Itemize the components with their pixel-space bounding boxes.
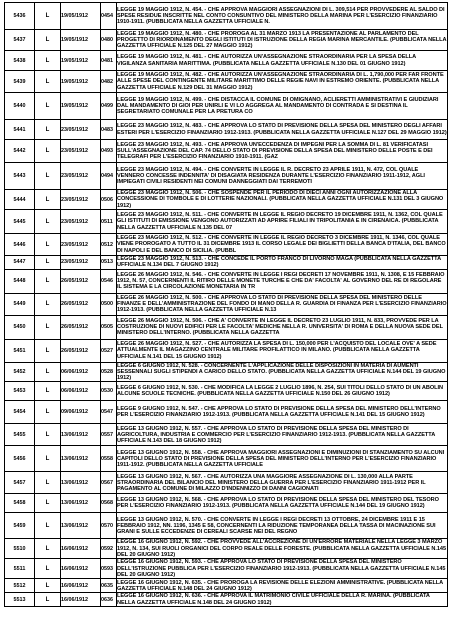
table-row xyxy=(5,93,448,120)
act-description: LEGGE 23 MAGGIO 1912, N. 512. - CHE CONVERTE IN LEGGE IL REGIO DECRETO 3 DICEMBRE 1911, N. 1346, COL QUALE VIENE PROROGATO A TUTTO IL 31 DICEMBRE 1913 IL CORSO LEGALE DEI BIGLIETTI DELLA BANCA D'ITALIA, DEL BANCO DI NAPOLI E DEL BANCO DI SICILIA. (PUBBL xyxy=(117,235,446,254)
act-number: 5452 xyxy=(5,362,35,382)
act-law-number: 0530 xyxy=(101,382,117,401)
act-number: 5436 xyxy=(5,3,35,30)
act-description: LEGGE 19 MAGGIO 1912, N. 481. - CHE AUTORIZZA UN'ASSEGNAZIONE STRAORDINARIA PER LA SPESA DELLA VIGILANZA SANITARIA MARITTIMA. (PUBBLICATA NELLA GAZZETTA UFFICIALE N.130 DEL 01 GIUGNO 1912) xyxy=(117,51,448,71)
act-law-number: 0480 xyxy=(101,30,117,51)
act-description: LEGGE 23 MAGGIO 1912, N. 511. - CHE CONVERTE IN LEGGE IL REGIO DECRETO 19 DICEMBRE 1911, N. 1362, COL QUALE GLI ISTITUTI DI EMISSIONE VENGONO AUTORIZZATI AD APRIRE FILIALI IN TRIPOLITANIA E IN CIRENAICA. (PUBBLICATA NELLA GAZZETTA UFFICIALE N.135 DEL 07 xyxy=(117,210,448,234)
act-type: L xyxy=(35,339,61,362)
table-row xyxy=(5,190,448,210)
act-date: 13/06/1912 xyxy=(61,446,101,472)
table-row xyxy=(5,539,448,559)
act-law-number: 0483 xyxy=(101,120,117,140)
act-date: 19/05/1912 xyxy=(61,93,101,120)
act-number: 5443 xyxy=(5,163,35,190)
act-description: LEGGE 13 GIUGNO 1912, N. 557. - CHE APPROVA LO STATO DI PREVISIONE DELLA SPESA DEL MINISTERO DI AGRICOLTURA, INDUSTRIA E COMMERCIO PER L'ESERCIZIO FINANZIARIO 1912-1913. (PUBBLICATA NELLA GAZZETTA UFFICIALE N.143 DEL 18 GIUGNO 1912) xyxy=(117,424,448,446)
act-number: 5457 xyxy=(5,472,35,494)
act-description: LEGGE 26 MAGGIO 1912, N. 527. - CHE AUTORIZZA LA SPESA DI L. 150,000 PER L'ACQUISTO DEL LOCALE OVE' A SEDE ATTUALMENTE IL MAGAZZINO CENTRALE MILITARE PROFILATTICO IN MILANO. (PUBBLICATA NELLA GAZZETTA UFFICIALE N.141 DEL 15 GIUGNO 1912) xyxy=(117,339,448,362)
act-description: LEGGE 23 MAGGIO 1912, N. 513. - CHE CONCEDE IL PORTO FRANCO DI LIVORNO MAGA (PUBBLICATA NELLA GAZZETTA UFFICIALE N.134 DEL 7 GIUGNO 1912) xyxy=(117,256,448,270)
act-date: 26/05/1912 xyxy=(61,315,101,339)
act-date: 26/05/1912 xyxy=(61,293,101,315)
act-number: 5455 xyxy=(5,424,35,446)
act-description: LEGGE 23 MAGGIO 1912, N. 506. - CHE SOSPENDE PER IL PERIODO DI DIECI ANNI OGNI AUTORIZZAZIONE ALLA CONCESSIONE DI TOMBOLE E DI LOTTERIE NAZIONALI. (PUBBLICATA NELLA GAZZETTA UFFICIALE N.131 DEL 3 GIUGNO 1912) xyxy=(117,190,448,210)
act-description: LEGGE 26 MAGGIO 1912, N. 546. - CHE CONVERTE IN LEGGE I REGI DECRETI 17 NOVEMBRE 1911, N. 1308, E 15 FEBBRAIO 1912, N. 57, CONCERNENTI IL RITIRO DELLE MONETE TURCHE E CHE DA' FACOLTA' AL GOVERNO DEL RE DI REGOLARE IL SISTEMA E LA CIRCOLAZIONE MONETARIA IN TR xyxy=(117,269,448,293)
act-law-number: 0506 xyxy=(101,190,117,210)
table-row xyxy=(5,234,448,256)
act-type: L xyxy=(35,362,61,382)
act-description: LEGGE 13 GIUGNO 1912, N. 567. - CHE AUTORIZZA UNA MAGGIORE ASSEGNAZIONE DI L. 130,000 ALLA PARTE STRAORDINARIA DEL BILANCIO DEL MINISTERO DELLA GUERRA PER L'ESERCIZIO FINANZIARIO 1911-1912 PER IL PAGAMENTO AL COMUNE DI MILAZZO D'INDENNIZZO DI DANNI CAGIONATI xyxy=(117,472,448,494)
act-type: L xyxy=(35,234,61,256)
act-date: 23/05/1912 xyxy=(61,120,101,140)
act-law-number: 0528 xyxy=(101,362,117,382)
act-number: 5453 xyxy=(5,382,35,401)
table-row xyxy=(5,293,448,315)
act-date: 19/05/1912 xyxy=(61,3,101,30)
act-date: 23/05/1912 xyxy=(61,234,101,256)
act-number: 5459 xyxy=(5,513,35,539)
act-law-number: 0547 xyxy=(101,401,117,424)
act-type: L xyxy=(35,559,61,579)
act-number: 5438 xyxy=(5,51,35,71)
act-law-number: 0527 xyxy=(101,339,117,362)
act-law-number: 0558 xyxy=(101,446,117,472)
act-law-number: 0557 xyxy=(101,424,117,446)
act-law-number: 0511 xyxy=(101,210,117,234)
act-type: L xyxy=(35,71,61,93)
act-date: 13/06/1912 xyxy=(61,472,101,494)
act-description: LEGGE 26 MAGGIO 1912, N. 506. - CHE A' CONVERTE IN LEGGE IL DECRETO 23 LUGLIO 1911, N. 833, PROVVEDE PER LA COSTRUZIONE DI NUOVI EDIFICI PER LE FACOLTA' MEDICHE NELLA R. UNIVERSITA' DI ROMA E DELLA NUOVA SEDE DEL MINISTERO DELL'INTERNO. (PUBBLICATA NELLA GAZZETTA xyxy=(117,315,448,339)
act-number: 5437 xyxy=(5,30,35,51)
table-row xyxy=(5,315,448,339)
act-law-number: 0570 xyxy=(101,513,117,539)
act-date: 23/05/1912 xyxy=(61,140,101,163)
act-date: 26/05/1912 xyxy=(61,339,101,362)
act-date: 23/05/1912 xyxy=(61,210,101,234)
act-type: L xyxy=(35,93,61,120)
act-description: LEGGE 19 MAGGIO 1912, N. 499. - CHE DISTACCA IL COMUNE DI OMIGNANO, ACLIERETTI AMMINISTRATIVI E GIUDIZIARI DAL MANDAMENTO DI GIOI PER UNIRLI E VI LO AGGREGA AL MANDAMENTO DI CONTRADA E SI DESTINA IL SEGRETARIATO COMUNALE PER LA PRETURA CO xyxy=(117,93,448,120)
act-date: 16/06/1912 xyxy=(61,579,101,593)
act-date: 13/06/1912 xyxy=(61,494,101,513)
act-date: 13/06/1912 xyxy=(61,424,101,446)
act-type: L xyxy=(35,210,61,234)
act-number: 5512 xyxy=(5,579,35,593)
act-description: LEGGE 16 GIUGNO 1912, N. 593. - CHE APPROVA LO STATO DI PREVISIONE DELLA SPESA DEL MINISTERO DELL'ISTRUZIONE PUBBLICA PER L'ESERCIZIO FINANZIARIO 1912-1913. (PUBBLICATA NELLA GAZZETTA UFFICIALE N.145 DEL 20 GIUGNO 1912) xyxy=(117,559,448,579)
table-row xyxy=(5,494,448,513)
act-date: 19/05/1912 xyxy=(61,30,101,51)
act-description: LEGGE 6 GIUGNO 1912, N. 528. - CONCERNENTE L'APPLICAZIONE DELLE DISPOSIZIONI IN MATERIA DI AUMENTI SESSENNALI SUGLI STIPENDI A CARICO DELLO STATO. (PUBBLICATA NELLA GAZZETTA UFFICIALE N.144 DEL 19 GIUGNO 1912) xyxy=(117,362,448,382)
act-law-number: 0592 xyxy=(101,539,117,559)
table-row xyxy=(5,446,448,472)
act-description: LEGGE 23 MAGGIO 1912, N. 493. - CHE APPROVA UN'ECCEDENZA DI IMPEGNI PER LA SOMMA DI L. 81 VERIFICATASI SULL'ASSEGNAZIONE DEL CAP. 74 DELLO STATO DI PREVISIONE DELLA SPESA DEL MINISTERO DELLE POSTE E DEI TELEGRAFI PER L'ESERCIZIO FINANZIARIO 1910-1911. (GAZ xyxy=(117,140,448,163)
act-law-number: 0481 xyxy=(101,51,117,71)
act-type: L xyxy=(35,446,61,472)
act-type: L xyxy=(35,140,61,163)
act-law-number: 0512 xyxy=(101,234,117,256)
act-type: L xyxy=(35,401,61,424)
act-law-number: 0482 xyxy=(101,71,117,93)
act-description: LEGGE 16 GIUGNO 1912, N. 592. - CHE PROVVEDE ALL'ACCREZIONE DI UN'ERRORE MATERIALE NELLA LEGGE 3 MARZO 1912, N. 134, SUI RUOLI ORGANICI DEL CORPO REALE DELLE FORESTE. (PUBBLICATA NELLA GAZZETTA UFFICIALE N.145 DEL 20 GIUGNO 1912) xyxy=(117,539,447,559)
act-number: 5510 xyxy=(5,539,35,559)
act-number: 5454 xyxy=(5,401,35,424)
table-row xyxy=(5,339,448,362)
act-law-number: 0567 xyxy=(101,472,117,494)
table-row xyxy=(5,71,448,93)
act-number: 5448 xyxy=(5,269,35,293)
act-type: L xyxy=(35,472,61,494)
act-type: L xyxy=(35,579,61,593)
act-date: 16/06/1912 xyxy=(61,593,101,607)
act-law-number: 0499 xyxy=(101,93,117,120)
act-date: 23/05/1912 xyxy=(61,256,101,270)
act-type: L xyxy=(35,51,61,71)
act-type: L xyxy=(35,3,61,30)
table-row xyxy=(5,163,448,190)
table-row xyxy=(5,579,448,593)
act-number: 5451 xyxy=(5,339,35,362)
act-type: L xyxy=(35,120,61,140)
act-law-number: 0454 xyxy=(101,3,117,30)
act-law-number: 0494 xyxy=(101,163,117,190)
act-date: 26/05/1912 xyxy=(61,269,101,293)
act-description: LEGGE 13 GIUGNO 1912, N. 568. - CHE APPROVA LO STATO DI PREVISIONE DELLA SPESA DEL MINISTERO DEL TESORO PER L'ESERCIZIO FINANZIARIO 1912-1913. (PUBBLICATA NELLA GAZZETTA UFFICIALE N.144 DEL 19 GIUGNO 1912) xyxy=(117,494,448,513)
act-number: 5440 xyxy=(5,93,35,120)
table-row xyxy=(5,256,448,270)
act-type: L xyxy=(35,269,61,293)
table-row xyxy=(5,401,448,424)
act-description: LEGGE 6 GIUGNO 1912, N. 530. - CHE MODIFICA LA LEGGE 2 LUGLIO 1896, N. 254, SUI TITOLI DELLO STATO DI UN ABOLIN ALCUNE SCUOLE TECNICHE. (PUBBLICATA NELLA GAZZETTA UFFICIALE N.150 DEL 26 GIUGNO 1912) xyxy=(117,382,448,401)
act-type: L xyxy=(35,163,61,190)
act-number: 5511 xyxy=(5,559,35,579)
table-row xyxy=(5,3,448,30)
table-row xyxy=(5,210,448,234)
act-number: 5439 xyxy=(5,71,35,93)
register-body xyxy=(5,3,448,607)
act-date: 06/06/1912 xyxy=(61,362,101,382)
table-row xyxy=(5,51,448,71)
table-row xyxy=(5,424,448,446)
act-number: 5513 xyxy=(5,593,35,607)
act-type: L xyxy=(35,293,61,315)
act-type: L xyxy=(35,190,61,210)
act-type: L xyxy=(35,30,61,51)
act-type: L xyxy=(35,494,61,513)
act-description: LEGGE 9 GIUGNO 1912, N. 547. - CHE APPROVA LO STATO DI PREVISIONE DELLA SPESA DEL MINISTERO DELL'INTERNO PER L'ESERCIZIO FINANZIARIO 1912-1913. (PUBBLICATA NELLA GAZZETTA UFFICIALE N.141 DEL 15 GIUGNO 1912) xyxy=(117,401,448,424)
act-law-number: 0593 xyxy=(101,559,117,579)
act-description: LEGGE 19 MAGGIO 1912, N. 482. - CHE AUTORIZZA UN'ASSEGNAZIONE STRAORDINARIA DI L. 1,790,000 PER FAR FRONTE ALLE SPESE DEL CONTINGENTE MILITARE MARITTIMO DELLE REGIE NAVI IN ESTREMO ORIENTE. (PUBBLICATA NELLA GAZZETTA UFFICIALE N.129 DEL 31 MAGGIO 1912) xyxy=(117,71,448,93)
table-row xyxy=(5,559,448,579)
act-number: 5444 xyxy=(5,190,35,210)
act-law-number: 0568 xyxy=(101,494,117,513)
act-description: LEGGE 26 MAGGIO 1912, N. 500. - CHE APPROVA LO STATO DI PREVISIONE DELLA SPESA DEL MINISTERO DELLE FINANZE E DELL'AMMINISTRAZIONE DEL FONDO DI MANO DELLA R. GUARDIA DI FINANZA PER L'ESERCIZIO FINANZIARIO 1912-1913. (PUBBLICATA NELLA GAZZETTA UFFICIALE N.13 xyxy=(117,294,447,314)
act-description: LEGGE 13 GIUGNO 1912, N. 570. - CHE CONVERTE IN LEGGE I REGI DECRETI 13 OTTOBRE, 24 DICEMBRE 1911 E 15 FEBBRAIO 1912, NN. 1196, 1345 E 58, CONCERNENTI LA RIDUZIONE TEMPORANEA DELLA TASSA DI MACINAZIONE SUI GRANI E SULLE ECCEDENZE DI CEREALI SCARSE NEI DEL REGNO xyxy=(117,513,448,539)
table-row xyxy=(5,120,448,140)
act-description: LEGGE 16 GIUGNO 1912, N. 635. - CHE PROROGA LA REVISIONE DELLE ELEZIONI AMMINISTRATIVE. (PUBBLICATA NELLA GAZZETTA UFFICIALE N.148 DEL 24 GIUGNO 1912) xyxy=(117,579,448,593)
act-description: LEGGE 19 MAGGIO 1912, N. 480. - CHE PROROGA AL 31 MARZO 1913 LA PRESENTAZIONE AL PARLAMENTO DEL PROGETTO DI RIORDINAMENTO DEGLI ISTITUTI DI ISTRUZIONE DELLA REGIA MARINA MERCANTILE. (PUBBLICATA NELLA GAZZETTA UFFICIALE N.125 DEL 27 MAGGIO 1912) xyxy=(117,30,447,50)
act-date: 09/06/1912 xyxy=(61,401,101,424)
act-type: L xyxy=(35,593,61,607)
act-law-number: 0636 xyxy=(101,593,117,607)
act-number: 5441 xyxy=(5,120,35,140)
act-number: 5449 xyxy=(5,293,35,315)
legislation-register-table xyxy=(4,2,448,607)
act-law-number: 0493 xyxy=(101,140,117,163)
act-date: 16/06/1912 xyxy=(61,539,101,559)
act-number: 5456 xyxy=(5,446,35,472)
table-row xyxy=(5,593,448,607)
act-law-number: 0635 xyxy=(101,579,117,593)
table-row xyxy=(5,140,448,163)
act-law-number: 0546 xyxy=(101,269,117,293)
act-type: L xyxy=(35,382,61,401)
act-description: LEGGE 23 MAGGIO 1912, N. 494. - CHE CONVERTE IN LEGGE IL R. DECRETO 23 APRILE 1911, N. 472, COL QUALE VENNERO CONCESSE INDENNITA' DI DISAGIATA RESIDENZA DURANTE L'ESERCIZIO FINANZIARIO 1911-1912, AGLI IMPIEGATI CIVILI RESIDENTI NEI COMUNI DANNEGGIATI DAI TERREMOTI xyxy=(117,163,448,190)
act-description: LEGGE 19 MAGGIO 1912, N. 454. - CHE APPROVA MAGGIORI ASSEGNAZIONI DI L. 309,514 PER PROVVEDERE AL SALDO DI SPESE RESIDUE INSCRITTE NEL CONTO CONSUNTIVO DEL MINISTERO DELLA MARINA PER L'ESERCIZIO FINANZIARIO 1910-1911. (PUBBLICATA NELLA GAZZETTA UFFICIALE N. xyxy=(117,3,448,30)
act-description: LEGGE 23 MAGGIO 1912, N. 483. - CHE APPROVA LO STATO DI PREVISIONE DELLA SPESA DEL MINISTERO DEGLI AFFARI ESTERI PER L'ESERCIZIO FINANZIARIO 1912-1913. (PUBBLICATA NELLA GAZZETTA UFFICIALE N.127 DEL 29 MAGGIO 1912) xyxy=(117,120,448,140)
table-row xyxy=(5,269,448,293)
act-date: 23/05/1912 xyxy=(61,190,101,210)
act-date: 16/06/1912 xyxy=(61,559,101,579)
table-row xyxy=(5,362,448,382)
act-type: L xyxy=(35,256,61,270)
act-number: 5442 xyxy=(5,140,35,163)
act-date: 23/05/1912 xyxy=(61,163,101,190)
act-number: 5458 xyxy=(5,494,35,513)
act-number: 5445 xyxy=(5,210,35,234)
act-number: 5447 xyxy=(5,256,35,270)
act-description: LEGGE 13 GIUGNO 1912, N. 558. - CHE APPROVA MAGGIORI ASSEGNAZIONI E DIMINUZIONI DI STANZIAMENTO SU ALCUNI CAPITOLI DELLO STATO DI PREVISIONE DELLA SPESA DEL MINISTERO DELL'INTERNO PER L'ESERCIZIO FINANZIARIO 1911-1912. (PUBBLICATA NELLA GAZZETTA UFFICIALE xyxy=(117,446,448,472)
act-date: 06/06/1912 xyxy=(61,382,101,401)
act-description: LEGGE 16 GIUGNO 1912, N. 636. - CHE APPROVA IL MATRIMONIO CIVILE UFFICIALE DELLA R. MARINA. (PUBBLICATA NELLA GAZZETTA UFFICIALE N.148 DEL 24 GIUGNO 1912) xyxy=(117,593,448,607)
act-date: 13/06/1912 xyxy=(61,513,101,539)
act-type: L xyxy=(35,315,61,339)
act-number: 5450 xyxy=(5,315,35,339)
act-law-number: 0500 xyxy=(101,293,117,315)
act-law-number: 0505 xyxy=(101,315,117,339)
act-date: 19/05/1912 xyxy=(61,71,101,93)
act-type: L xyxy=(35,539,61,559)
table-row xyxy=(5,472,448,494)
act-date: 19/05/1912 xyxy=(61,51,101,71)
act-type: L xyxy=(35,424,61,446)
table-row xyxy=(5,513,448,539)
table-row xyxy=(5,382,448,401)
act-type: L xyxy=(35,513,61,539)
table-row xyxy=(5,30,448,51)
act-number: 5446 xyxy=(5,234,35,256)
act-law-number: 0513 xyxy=(101,256,117,270)
